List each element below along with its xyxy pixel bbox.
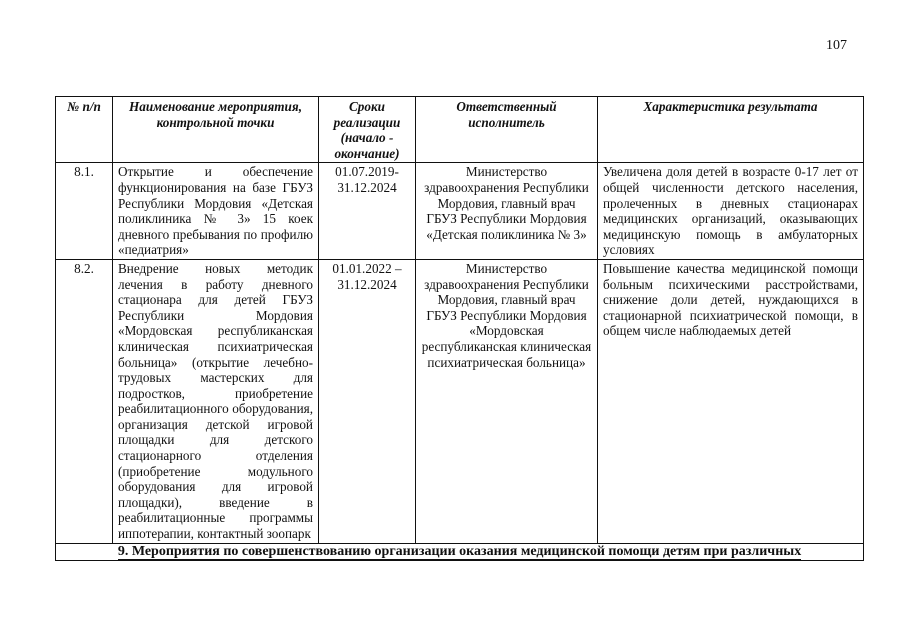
table-header-row: [56, 97, 864, 163]
table-row: [56, 163, 864, 260]
header-responsible: Ответственный исполнитель: [416, 97, 598, 163]
header-event-name: Наименование мероприятия, контрольной точки: [113, 97, 319, 163]
row-number: 8.2.: [56, 259, 113, 543]
row-responsible: Министерство здравоохранения Республики Мордовия, главный врач ГБУЗ Республики Мордовия «Детская поликлиника № 3»: [416, 163, 598, 260]
row-result: Увеличена доля детей в возрасте 0-17 лет от общей численности детского населения, пролеченных в дневных стационарах медицинских организаций, оказывающих медицинскую помощь в амбулаторных условиях: [598, 163, 864, 260]
section-cell: [56, 543, 864, 560]
header-period: Сроки реализации (начало - окончание): [319, 97, 416, 163]
row-result: Повышение качества медицинской помощи больным психическими расстройствами, снижение доли детей, нуждающихся в стационарной психиатрической помощи, в общем числе наблюдаемых детей: [598, 259, 864, 543]
row-period: 01.01.2022 – 31.12.2024: [319, 259, 416, 543]
header-number: № п/п: [56, 97, 113, 163]
page-number: 107: [826, 38, 847, 53]
header-result: Характеристика результата: [598, 97, 864, 163]
row-number: 8.1.: [56, 163, 113, 260]
row-responsible: Министерство здравоохранения Республики Мордовия, главный врач ГБУЗ Республики Мордовия «Мордовская республиканская клиническая психиатрическая больница»: [416, 259, 598, 543]
row-event-name: Открытие и обеспечение функционирования на базе ГБУЗ Республики Мордовия «Детская поликлиника № 3» 15 коек дневного пребывания по профилю «педиатрия»: [113, 163, 319, 260]
section-row: [56, 543, 864, 560]
table-row: [56, 259, 864, 543]
section-heading: 9. Мероприятия по совершенствованию организации оказания медицинской помощи детям при различных: [117, 543, 802, 559]
row-event-name: Внедрение новых методик лечения в работу дневного стационара для детей ГБУЗ Республики Мордовия «Мордовская республиканская клиническая психиатрическая больница» (открытие лечебно-трудовых мастерских для подростков, приобретение реабилитационного оборудования, организация детской игровой площадки для детского стационарного отделения (приобретение модульного оборудования для игровой площадки), введение в реабилитационные программы иппотерапии, контактный зоопарк: [113, 259, 319, 543]
row-period: 01.07.2019- 31.12.2024: [319, 163, 416, 260]
plan-table: [55, 96, 864, 561]
